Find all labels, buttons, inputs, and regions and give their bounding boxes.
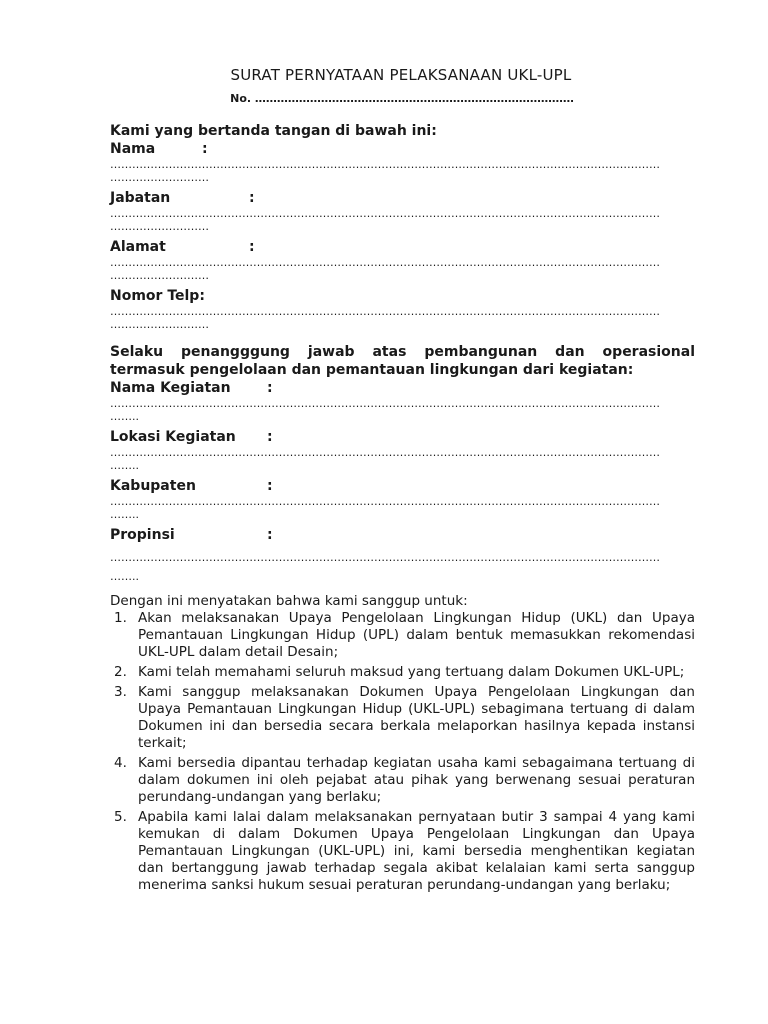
fill-line: …………………………………………………………………………………………………………………………………… — [110, 446, 660, 459]
list-number: 4. — [114, 755, 127, 771]
list-text: Apabila kami lalai dalam melaksanakan pernyataan butir 3 sampai 4 yang kami kemukan di dalam Dokumen Upaya Pengelolaan Lingkungan dan Upaya Pemantauan Lingkungan (UKL-UPL) ini, kami bersedia menghentikan kegiatan dan bertanggung jawab terhadap segala akibat kelalaian kami serta sanggup menerima sanksi hukum sesuai peraturan perundang-undangan yang berlaku; — [138, 809, 695, 893]
field-propinsi — [110, 526, 695, 583]
section2-intro: Selaku penangggung jawab atas pembangunan dan operasional termasuk pengelolaan dan pemantauan lingkungan dari kegiatan: — [110, 344, 695, 378]
fill-line: …………………………………………………………………………………………………………………………………… — [110, 495, 660, 508]
fill-line: …………………………………………………………………………………………………………………………………… — [110, 207, 660, 220]
fill-line-tail: …….. — [110, 570, 139, 583]
list-text: Kami bersedia dipantau terhadap kegiatan usaha kami sebagaimana tertuang di dalam dokumen ini oleh pejabat atau pihak yang berwenang sesuai peraturan perundang-undangan yang berlaku; — [138, 755, 695, 805]
list-text: Kami telah memahami seluruh maksud yang tertuang dalam Dokumen UKL-UPL; — [138, 664, 685, 680]
fill-line: …………………………………………………………………………………………………………………………………… — [110, 551, 660, 564]
document-number: No. …………………………………………………………………………… — [230, 92, 574, 105]
field-label: Lokasi Kegiatan — [110, 429, 236, 445]
field-nomor-telp — [110, 287, 695, 331]
field-colon: : — [202, 141, 208, 157]
field-label: Nama — [110, 141, 156, 157]
field-nama-kegiatan — [110, 379, 695, 423]
list-number: 1. — [114, 610, 127, 626]
fill-line: …………………………………………………………………………………………………………………………………… — [110, 305, 660, 318]
fill-line: …………………………………………………………………………………………………………………………………… — [110, 397, 660, 410]
field-lokasi-kegiatan — [110, 428, 695, 472]
field-colon: : — [267, 478, 273, 494]
fill-line-tail: ……………………… — [110, 171, 209, 184]
field-alamat — [110, 238, 695, 282]
fill-line-tail: ……………………… — [110, 269, 209, 282]
field-colon: : — [199, 288, 205, 304]
list-item — [110, 664, 695, 681]
fill-line: …………………………………………………………………………………………………………………………………… — [110, 256, 660, 269]
document-body — [110, 122, 695, 897]
statement-intro: Dengan ini menyatakan bahwa kami sanggup untuk: — [110, 593, 468, 609]
list-number: 3. — [114, 684, 127, 700]
document-title: SURAT PERNYATAAN PELAKSANAAN UKL-UPL — [230, 66, 572, 84]
field-nama — [110, 140, 695, 184]
list-item — [110, 684, 695, 752]
list-number: 2. — [114, 664, 127, 680]
field-label: Propinsi — [110, 527, 175, 543]
field-colon: : — [267, 429, 273, 445]
field-label: Nama Kegiatan — [110, 380, 231, 396]
list-item — [110, 610, 695, 661]
field-label: Jabatan — [110, 190, 171, 206]
fill-line-tail: ……………………… — [110, 220, 209, 233]
list-item — [110, 755, 695, 806]
field-kabupaten — [110, 477, 695, 521]
field-jabatan — [110, 189, 695, 233]
fill-line: …………………………………………………………………………………………………………………………………… — [110, 158, 660, 171]
field-label: Alamat — [110, 239, 166, 255]
field-label: Nomor Telp — [110, 288, 200, 304]
list-text: Akan melaksanakan Upaya Pengelolaan Lingkungan Hidup (UKL) dan Upaya Pemantauan Lingkungan Hidup (UPL) dalam bentuk memasukkan rekomendasi UKL-UPL dalam detail Desain; — [138, 610, 695, 660]
list-item — [110, 809, 695, 894]
list-text: Kami sanggup melaksanakan Dokumen Upaya Pengelolaan Lingkungan dan Upaya Pemantauan Lingkungan Hidup (UKL-UPL) sebagimana tertuang di dalam Dokumen ini dan bersedia secara berkala melaporkan hasilnya kepada instansi terkait; — [138, 684, 695, 751]
intro-text: Kami yang bertanda tangan di bawah ini: — [110, 123, 437, 139]
statement-list — [110, 610, 695, 894]
field-colon: : — [249, 190, 255, 206]
fill-line-tail: …….. — [110, 410, 139, 423]
fill-line-tail: …….. — [110, 508, 139, 521]
fill-line-tail: …….. — [110, 459, 139, 472]
field-label: Kabupaten — [110, 478, 196, 494]
field-colon: : — [267, 527, 273, 543]
field-colon: : — [249, 239, 255, 255]
fill-line-tail: ……………………… — [110, 318, 209, 331]
list-number: 5. — [114, 809, 127, 825]
field-colon: : — [267, 380, 273, 396]
